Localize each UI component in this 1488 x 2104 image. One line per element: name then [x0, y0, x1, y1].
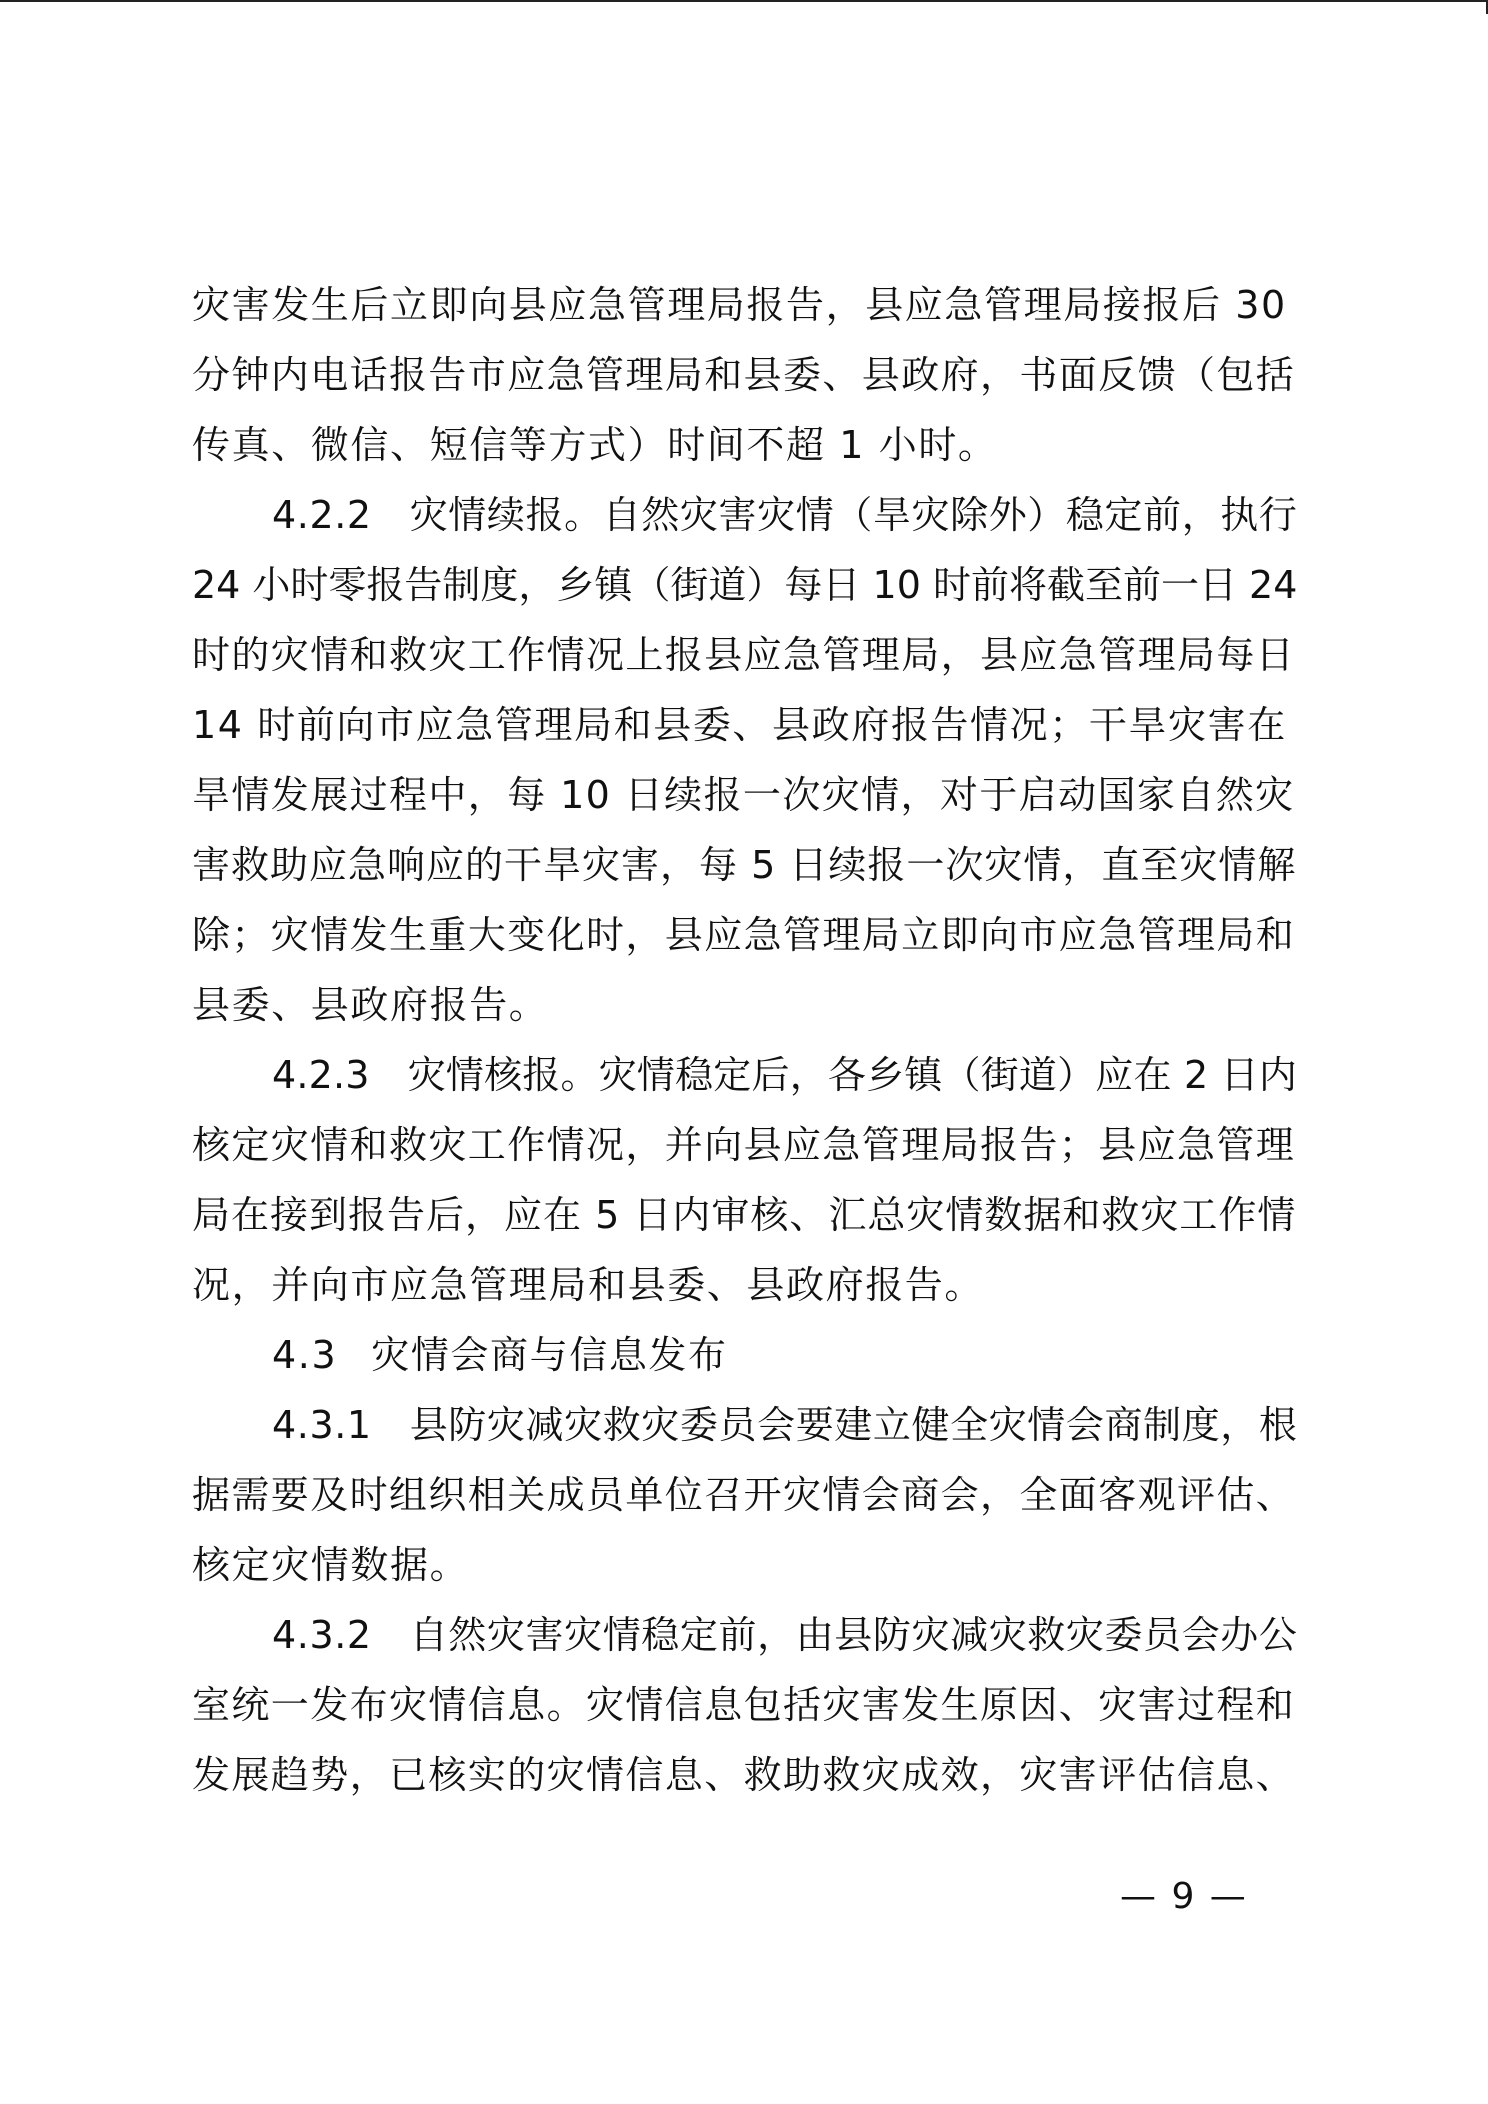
- body-line: [192, 340, 1300, 410]
- page-number: — 9 —: [1120, 1876, 1248, 1917]
- line-text: 自然灾害灾情稳定前，由县防灾减灾救灾委员会办公: [409, 1613, 1298, 1657]
- body-line: [192, 410, 1300, 480]
- line-text: 24 小时零报告制度，乡镇（街道）每日 10 时前将截至前一日 24: [192, 563, 1298, 607]
- body-line: [192, 970, 1300, 1040]
- page-top-border: [0, 0, 1488, 2]
- body-line: [192, 1670, 1300, 1740]
- line-text: 时的灾情和救灾工作情况上报县应急管理局，县应急管理局每日: [192, 633, 1296, 677]
- body-line: [192, 1740, 1300, 1810]
- line-text: 核定灾情数据。: [192, 1543, 470, 1587]
- line-text: 除；灾情发生重大变化时，县应急管理局立即向市应急管理局和: [192, 913, 1296, 957]
- line-text: 况，并向市应急管理局和县委、县政府报告。: [192, 1263, 985, 1307]
- line-text: 室统一发布灾情信息。灾情信息包括灾害发生原因、灾害过程和: [192, 1683, 1296, 1727]
- line-text: 局在接到报告后，应在 5 日内审核、汇总灾情数据和救灾工作情: [192, 1193, 1297, 1237]
- line-text: 害救助应急响应的干旱灾害，每 5 日续报一次灾情，直至灾情解: [192, 843, 1297, 887]
- line-text: 旱情发展过程中，每 10 日续报一次灾情，对于启动国家自然灾: [192, 773, 1295, 817]
- line-text: 据需要及时组织相关成员单位召开灾情会商会，全面客观评估、: [192, 1473, 1296, 1517]
- section-number: 4.3.1: [272, 1403, 372, 1447]
- body-line: [192, 1110, 1300, 1180]
- line-text: 县防灾减灾救灾委员会要建立健全灾情会商制度，根: [409, 1403, 1298, 1447]
- body-line: [192, 1180, 1300, 1250]
- section-number: 4.3.2: [272, 1613, 372, 1657]
- body-line: [192, 270, 1300, 340]
- line-text: 分钟内电话报告市应急管理局和县委、县政府，书面反馈（包括: [192, 353, 1296, 397]
- line-text: 发展趋势，已核实的灾情信息、救助救灾成效，灾害评估信息、: [192, 1753, 1296, 1797]
- body-line: [192, 550, 1300, 620]
- body-line: [192, 1460, 1300, 1530]
- body-line: [192, 900, 1300, 970]
- line-text: 灾情核报。灾情稳定后，各乡镇（街道）应在 2 日内: [407, 1053, 1298, 1097]
- body-line: [192, 620, 1300, 690]
- section-heading-4-3: [192, 1320, 1300, 1390]
- line-text: 传真、微信、短信等方式）时间不超 1 小时。: [192, 423, 998, 467]
- section-number: 4.2.2: [272, 493, 372, 537]
- line-text: 灾害发生后立即向县应急管理局报告，县应急管理局接报后 30: [192, 283, 1287, 327]
- body-line: [192, 760, 1300, 830]
- line-text: 县委、县政府报告。: [192, 983, 549, 1027]
- line-text: 核定灾情和救灾工作情况，并向县应急管理局报告；县应急管理: [192, 1123, 1296, 1167]
- section-number: 4.3: [272, 1333, 338, 1377]
- section-number: 4.2.3: [272, 1053, 370, 1097]
- body-line: [192, 1530, 1300, 1600]
- section-heading-4-2-2: [192, 480, 1300, 550]
- section-heading-4-3-1: [192, 1390, 1300, 1460]
- line-text: 灾情会商与信息发布: [371, 1333, 728, 1377]
- line-text: 灾情续报。自然灾害灾情（旱灾除外）稳定前，执行: [409, 493, 1298, 537]
- line-text: 14 时前向市应急管理局和县委、县政府报告情况；干旱灾害在: [192, 703, 1287, 747]
- section-heading-4-3-2: [192, 1600, 1300, 1670]
- document-body: [192, 270, 1300, 1810]
- body-line: [192, 690, 1300, 760]
- section-heading-4-2-3: [192, 1040, 1300, 1110]
- body-line: [192, 830, 1300, 900]
- body-line: [192, 1250, 1300, 1320]
